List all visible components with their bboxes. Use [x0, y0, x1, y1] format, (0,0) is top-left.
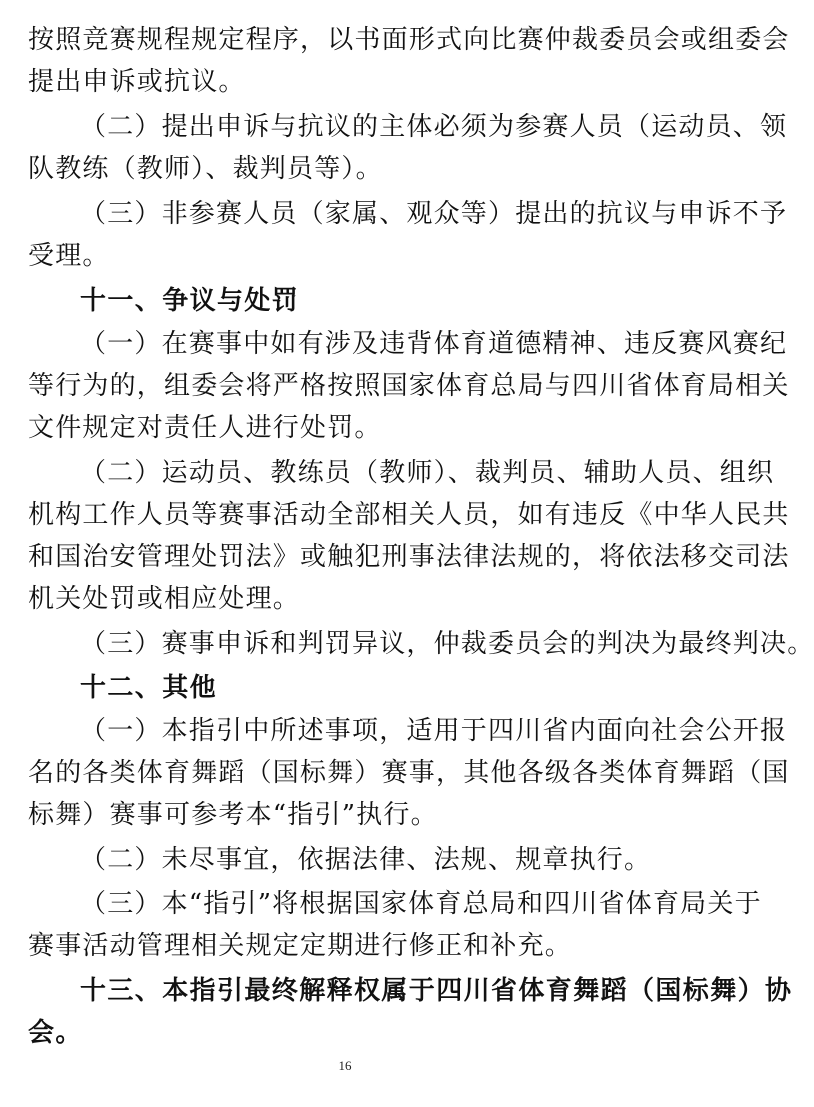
paragraph-line: （一）本指引中所述事项，适用于四川省内面向社会公开报 [80, 716, 788, 746]
paragraph-line: 队教练（教师）、裁判员等）。 [28, 154, 383, 184]
paragraph-line: （一）在赛事中如有涉及违背体育道德精神、违反赛风赛纪 [80, 329, 788, 359]
paragraph-line: （二）运动员、教练员（教师）、裁判员、辅助人员、组织 [80, 458, 775, 488]
paragraph-line: 名的各类体育舞蹈（国标舞）赛事，其他各级各类体育舞蹈（国 [28, 758, 790, 788]
section-heading: 会。 [28, 1018, 83, 1048]
paragraph-line: 按照竞赛规程规定程序，以书面形式向比赛仲裁委员会或组委会 [28, 25, 790, 55]
paragraph-line: 机关处罚或相应处理。 [28, 584, 301, 614]
paragraph-line: （三）本“指引”将根据国家体育总局和四川省体育局关于 [80, 889, 762, 919]
section-heading: 十二、其他 [80, 673, 218, 703]
paragraph-line: 文件规定对责任人进行处罚。 [28, 413, 382, 443]
paragraph-line: 和国治安管理处罚法》或触犯刑事法律法规的，将依法移交司法 [28, 542, 790, 572]
paragraph-line: 提出申诉或抗议。 [28, 67, 246, 97]
paragraph-line: 机构工作人员等赛事活动全部相关人员，如有违反《中华人民共 [28, 500, 790, 530]
paragraph-line: （二）未尽事宜，依据法律、法规、规章执行。 [80, 845, 652, 875]
paragraph-line: 赛事活动管理相关规定定期进行修正和补充。 [28, 931, 573, 961]
paragraph-line: （二）提出申诉与抗议的主体必须为参赛人员（运动员、领 [80, 112, 788, 142]
paragraph-line: 等行为的，组委会将严格按照国家体育总局与四川省体育局相关 [28, 371, 790, 401]
paragraph-line: 标舞）赛事可参考本“指引”执行。 [28, 800, 438, 830]
page-number: 16 [338, 1058, 352, 1073]
paragraph-line: （三）非参赛人员（家属、观众等）提出的抗议与申诉不予 [80, 199, 788, 229]
paragraph-line: 受理。 [28, 241, 110, 271]
paragraph-line: （三）赛事申诉和判罚异议，仲裁委员会的判决为最终判决。 [80, 629, 814, 659]
section-heading: 十一、争议与处罚 [80, 286, 300, 316]
section-heading: 十三、本指引最终解释权属于四川省体育舞蹈（国标舞）协 [80, 976, 793, 1006]
